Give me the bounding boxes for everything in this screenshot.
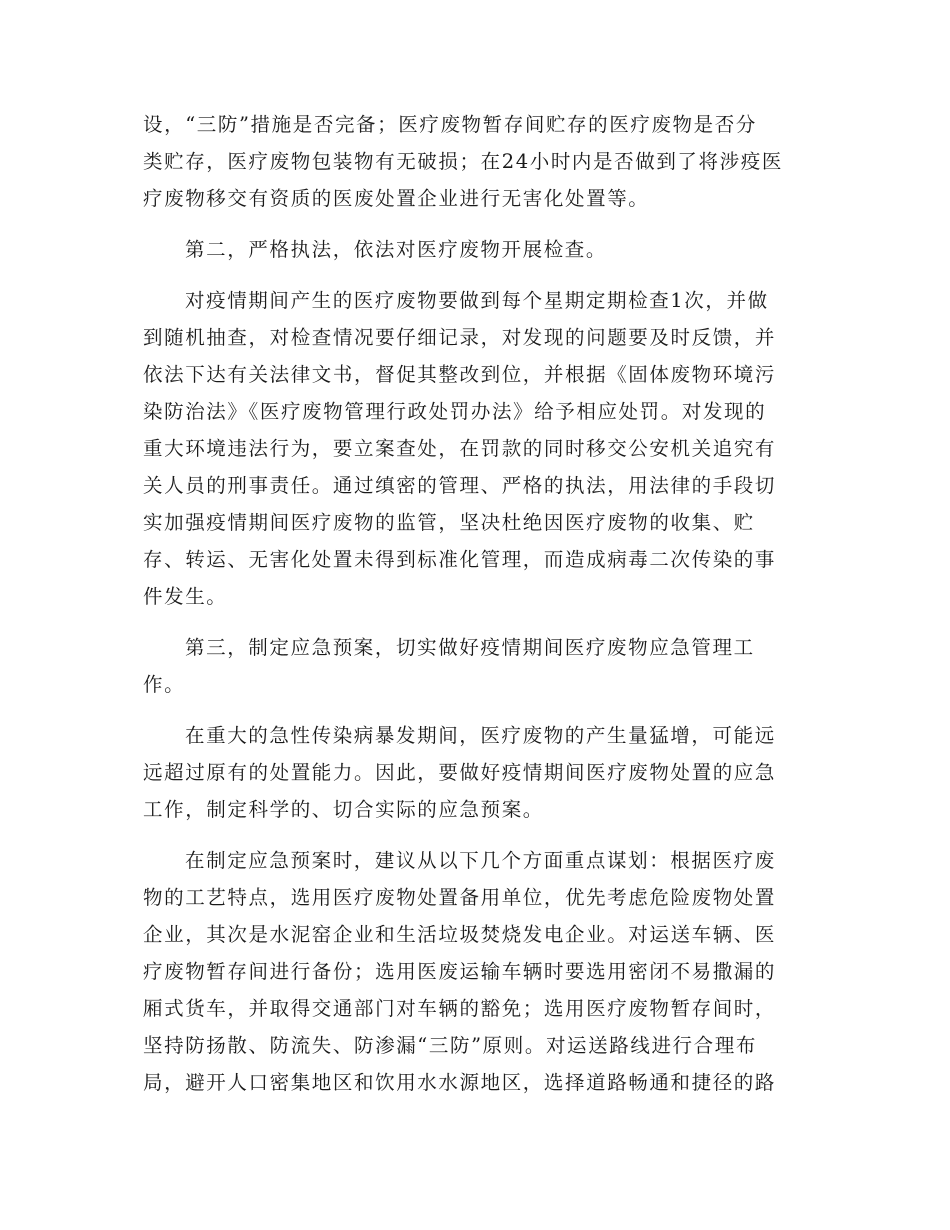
- text-line: 厢式货车，并取得交通部门对车辆的豁免；选用医疗废物暂存间时，: [143, 997, 777, 1020]
- text-line: 在制定应急预案时，建议从以下几个方面重点谋划：根据医疗废: [185, 849, 776, 872]
- text-line: 关人员的刑事责任。通过缜密的管理、严格的执法，用法律的手段切: [143, 474, 777, 497]
- paragraph-3: [143, 282, 803, 615]
- text-line: 工作，制定科学的、切合实际的应急预案。: [143, 798, 544, 821]
- text-line: 存、转运、无害化处置未得到标准化管理，而造成病毒二次传染的事: [143, 548, 777, 571]
- text-line: 局，避开人口密集地区和饮用水水源地区，选择道路畅通和捷径的路: [143, 1071, 777, 1094]
- text-line: 设，“三防”措施是否完备；医疗废物暂存间贮存的医疗废物是否分: [143, 113, 757, 136]
- text-line: 企业，其次是水泥窑企业和生活垃圾焚烧发电企业。对运送车辆、医: [143, 923, 777, 946]
- text-line: 实加强疫情期间医疗废物的监管，坚决杜绝因医疗废物的收集、贮: [143, 511, 755, 534]
- text-line: 远超过原有的处置能力。因此，要做好疫情期间医疗废物处置的应急: [143, 761, 777, 784]
- paragraph-1: [143, 106, 803, 217]
- paragraph-6: [143, 842, 803, 1101]
- text-line: 疗废物暂存间进行备份；选用医废运输车辆时要选用密闭不易撒漏的: [143, 960, 777, 983]
- paragraph-2-heading: [143, 231, 803, 268]
- text-line: 重大环境违法行为，要立案查处，在罚款的同时移交公安机关追究有: [143, 437, 777, 460]
- text-line: 第二，严格执法，依法对医疗废物开展检查。: [185, 238, 608, 261]
- text-line: 类贮存，医疗废物包装物有无破损；在24小时内是否做到了将涉疫医: [143, 150, 783, 173]
- paragraph-4-heading: [143, 629, 803, 703]
- text-line: 坚持防扬散、防流失、防渗漏“三防”原则。对运送路线进行合理布: [143, 1034, 757, 1057]
- text-line: 疗废物移交有资质的医废处置企业进行无害化处置等。: [143, 187, 650, 210]
- text-line: 对疫情期间产生的医疗废物要做到每个星期定期检查1次，并做: [185, 289, 769, 312]
- text-line: 染防治法》《医疗废物管理行政处罚办法》给予相应处罚。对发现的: [143, 400, 767, 423]
- text-line: 第三，制定应急预案，切实做好疫情期间医疗废物应急管理工: [185, 636, 755, 659]
- text-line: 依法下达有关法律文书，督促其整改到位，并根据《固体废物环境污: [143, 363, 777, 386]
- text-line: 作。: [143, 673, 186, 696]
- text-line: 到随机抽查，对检查情况要仔细记录，对发现的问题要及时反馈，并: [143, 326, 777, 349]
- text-line: 件发生。: [143, 585, 228, 608]
- paragraph-5: [143, 717, 803, 828]
- text-line: 物的工艺特点，选用医疗废物处置备用单位，优先考虑危险废物处置: [143, 886, 777, 909]
- document-body: [143, 106, 803, 1101]
- text-line: 在重大的急性传染病暴发期间，医疗废物的产生量猛增，可能远: [185, 724, 776, 747]
